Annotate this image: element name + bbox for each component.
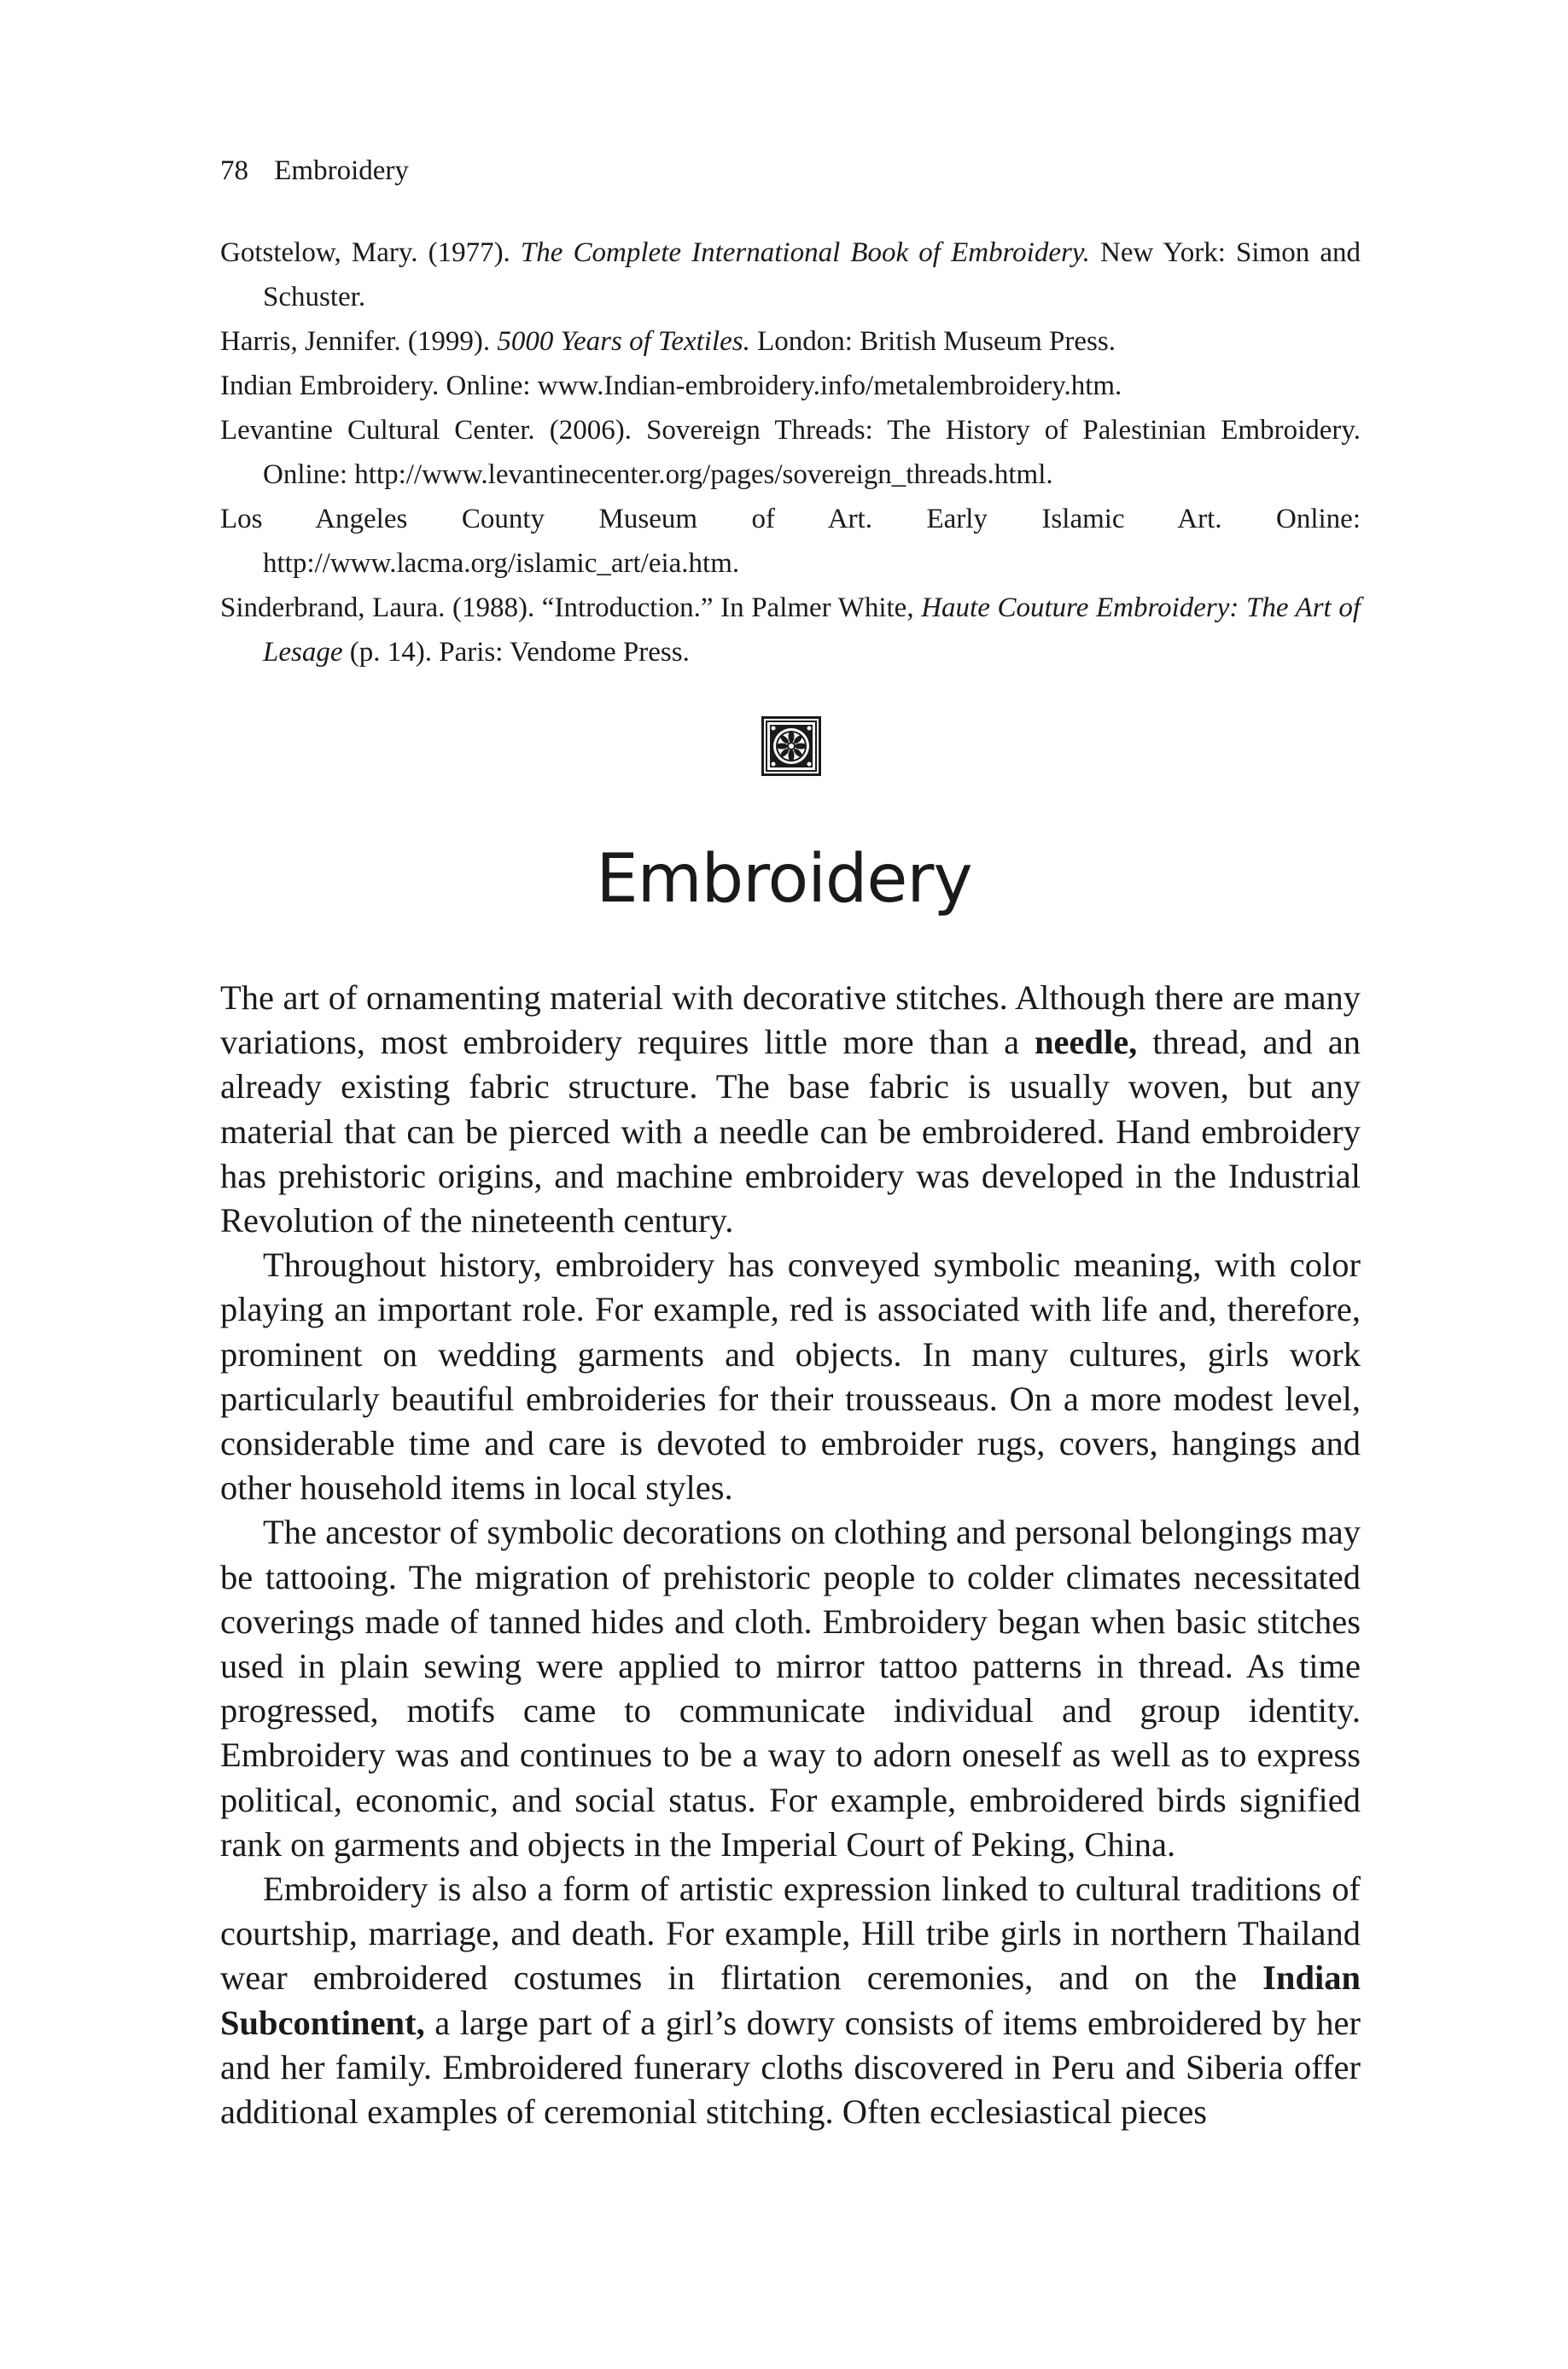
cross-reference: Indian Subcontinent, bbox=[220, 1958, 1361, 2042]
body-paragraph: The art of ornamenting material with decorative stitches. Although there are many variations, most embroidery requires little more than a needle, thread, and an already existing fabric structure. The base fabric is usually woven, but any material that can be pierced with a needle can be embroidered. Hand embroidery has prehistoric origins, and machine embroidery was developed in the Industrial Revolution of the nineteenth century. bbox=[220, 978, 1361, 1240]
body-paragraph: The ancestor of symbolic decorations on clothing and personal belongings may be tattooing. The migration of prehistoric people to colder climates necessitated coverings made of tanned hides and cloth. Embroidery began when basic stitches used in plain sewing were applied to mirror tattoo patterns in thread. As time progressed, motifs came to communicate individual and group identity. Embroidery was and continues to be a way to adorn oneself as well as to express political, economic, and social status. For example, embroidered birds signified rank on garments and objects in the Imperial Court of Peking, China. bbox=[220, 1513, 1361, 1864]
square-floral-ornament-icon bbox=[761, 716, 821, 776]
reference-title: 5000 Years of Textiles. bbox=[497, 326, 750, 357]
running-head bbox=[220, 154, 409, 188]
body-paragraph: Throughout history, embroidery has conveyed symbolic meaning, with color playing an important role. For example, red is associated with life and, therefore, prominent on wedding garments and objects. In many cultures, girls work particularly beautiful embroideries for their trousseaus. On a more modest level, considerable time and care is devoted to embroider rugs, covers, hangings and other household items in local styles. bbox=[220, 1246, 1361, 1508]
reference-title: The Complete International Book of Embroidery. bbox=[520, 237, 1090, 268]
reference-entry: Los Angeles County Museum of Art. Early Islamic Art. Online: http://www.lacma.org/islamic_art/eia.htm. bbox=[220, 504, 1361, 579]
reference-entry: Indian Embroidery. Online: www.Indian-embroidery.info/metalembroidery.htm. bbox=[220, 371, 1122, 401]
reference-entry: Harris, Jennifer. (1999). 5000 Years of Textiles. London: British Museum Press. bbox=[220, 326, 1116, 357]
reference-list bbox=[220, 230, 1361, 674]
body-paragraph: Embroidery is also a form of artistic expression linked to cultural traditions of courtship, marriage, and death. For example, Hill tribe girls in northern Thailand wear embroidered costumes in flirtation ceremonies, and on the Indian Subcontinent, a large part of a girl’s dowry consists of items embroidered by her and her family. Embroidered funerary cloths discovered in Peru and Siberia offer additional examples of ceremonial stitching. Often ecclesiastical pieces bbox=[220, 1870, 1361, 2132]
reference-entry: Levantine Cultural Center. (2006). Sovereign Threads: The History of Palestinian Embroidery. Online: http://www.levantinecenter.org/pages/sovereign_threads.html. bbox=[220, 415, 1361, 490]
reference-title: Haute Couture Embroidery: The Art of Lesage bbox=[263, 592, 1361, 668]
page-number: 78 bbox=[220, 155, 248, 186]
running-head-section: Embroidery bbox=[274, 155, 409, 186]
reference-entry: Sinderbrand, Laura. (1988). “Introduction.” In Palmer White, Haute Couture Embroidery: The Art of Lesage (p. 14). Paris: Vendome Press. bbox=[220, 592, 1361, 668]
entry-title: Embroidery bbox=[596, 841, 972, 918]
entry-body bbox=[220, 976, 1361, 2134]
cross-reference: needle, bbox=[1034, 1023, 1138, 1062]
reference-entry: Gotstelow, Mary. (1977). The Complete International Book of Embroidery. New York: Simon and Schuster. bbox=[220, 237, 1361, 312]
